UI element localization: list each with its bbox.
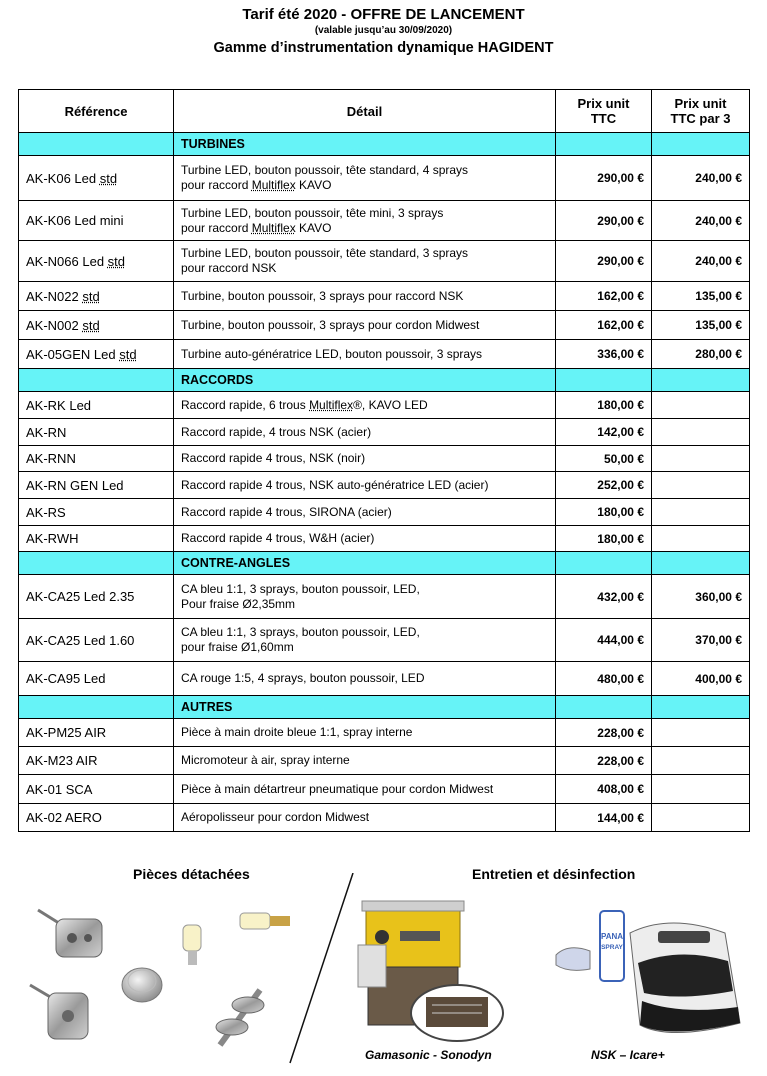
bulk-price-cell: 280,00 € — [652, 340, 750, 369]
detail-cell: Raccord rapide 4 trous, NSK (noir) — [174, 446, 556, 472]
ref-cell: AK-N022 std — [19, 282, 174, 311]
icare-device-image — [550, 903, 750, 1043]
ref-cell: AK-K06 Led std — [19, 156, 174, 201]
bulk-price-cell: 240,00 € — [652, 156, 750, 201]
table-row — [19, 311, 750, 340]
ref-cell: AK-M23 AIR — [19, 747, 174, 775]
bulk-price-cell: 240,00 € — [652, 201, 750, 241]
col-bulk-price-l2: TTC par 3 — [670, 111, 731, 126]
spray-label-2: SPRAY — [601, 944, 623, 951]
col-unit-price — [556, 90, 652, 133]
table-header-row — [19, 90, 750, 133]
unit-price-cell: 432,00 € — [556, 575, 652, 619]
detail-cell: Turbine LED, bouton poussoir, tête standard, 4 sprays pour raccord Multiflex KAVO — [174, 156, 556, 201]
caption-icare: NSK – Icare+ — [591, 1048, 665, 1062]
detail-cell: Aéropolisseur pour cordon Midwest — [174, 804, 556, 832]
bulk-price-cell: 400,00 € — [652, 662, 750, 696]
detail-cell: Turbine LED, bouton poussoir, tête mini, 3 sprays pour raccord Multiflex KAVO — [174, 201, 556, 241]
table-row — [19, 156, 750, 201]
detail-cell: Raccord rapide 4 trous, W&H (acier) — [174, 526, 556, 552]
detail-cell: CA rouge 1:5, 4 sprays, bouton poussoir, LED — [174, 662, 556, 696]
validity-note: (valable jusqu’au 30/09/2020) — [314, 25, 453, 36]
spare-parts-image — [20, 895, 320, 1065]
detail-cell: Raccord rapide, 6 trous Multiflex®, KAVO LED — [174, 392, 556, 419]
ref-cell: AK-N002 std — [19, 311, 174, 340]
unit-price-cell: 336,00 € — [556, 340, 652, 369]
bulk-price-cell — [652, 419, 750, 446]
unit-price-cell: 228,00 € — [556, 747, 652, 775]
detail-cell: Turbine LED, bouton poussoir, tête standard, 3 sprays pour raccord NSK — [174, 241, 556, 282]
table-row — [19, 619, 750, 662]
detail-cell: Raccord rapide 4 trous, SIRONA (acier) — [174, 499, 556, 526]
table-row — [19, 241, 750, 282]
table-row — [19, 662, 750, 696]
table-row — [19, 575, 750, 619]
section-row-raccords — [19, 369, 750, 392]
bulk-price-cell — [652, 804, 750, 832]
unit-price-cell: 50,00 € — [556, 446, 652, 472]
bulk-price-cell: 240,00 € — [652, 241, 750, 282]
ref-cell: AK-RN GEN Led — [19, 472, 174, 499]
col-detail: Détail — [174, 90, 556, 133]
ref-cell: AK-K06 Led mini — [19, 201, 174, 241]
detail-cell: Pièce à main détartreur pneumatique pour cordon Midwest — [174, 775, 556, 804]
bulk-price-cell — [652, 446, 750, 472]
bulk-price-cell — [652, 472, 750, 499]
section-title: TURBINES — [174, 133, 556, 156]
bulk-price-cell: 360,00 € — [652, 575, 750, 619]
detail-cell: Raccord rapide 4 trous, NSK auto-génératrice LED (acier) — [174, 472, 556, 499]
caption-gamasonic: Gamasonic - Sonodyn — [365, 1048, 492, 1062]
table-row — [19, 340, 750, 369]
col-unit-price-l1: Prix unit — [577, 96, 630, 111]
col-bulk-price — [652, 90, 750, 133]
spindle-icon — [216, 990, 264, 1045]
ref-cell: AK-N066 Led std — [19, 241, 174, 282]
table-row — [19, 446, 750, 472]
detail-cell: Pièce à main droite bleue 1:1, spray interne — [174, 719, 556, 747]
table-row — [19, 526, 750, 552]
ref-cell: AK-01 SCA — [19, 775, 174, 804]
document-title: Tarif été 2020 - OFFRE DE LANCEMENT — [242, 6, 525, 23]
bulk-price-cell — [652, 526, 750, 552]
section-title: RACCORDS — [174, 369, 556, 392]
detail-cell: Turbine, bouton poussoir, 3 sprays pour raccord NSK — [174, 282, 556, 311]
cap-disc-icon — [122, 968, 162, 1002]
col-unit-price-l2: TTC — [590, 111, 617, 126]
bulk-price-cell: 135,00 € — [652, 282, 750, 311]
document-subtitle: Gamme d’instrumentation dynamique HAGIDENT — [213, 40, 554, 56]
detail-cell: Turbine, bouton poussoir, 3 sprays pour cordon Midwest — [174, 311, 556, 340]
table-row — [19, 419, 750, 446]
ref-cell: AK-RN — [19, 419, 174, 446]
bulk-price-cell — [652, 392, 750, 419]
bulk-price-cell — [652, 747, 750, 775]
detail-cell: Raccord rapide, 4 trous NSK (acier) — [174, 419, 556, 446]
ref-cell: AK-RK Led — [19, 392, 174, 419]
turbine-head-icon — [38, 910, 102, 957]
turbine-rotor-icon — [30, 985, 88, 1039]
unit-price-cell: 162,00 € — [556, 311, 652, 340]
ref-cell: AK-05GEN Led std — [19, 340, 174, 369]
price-table — [18, 89, 750, 832]
gamasonic-device-image — [352, 897, 512, 1047]
detail-cell: Turbine auto-génératrice LED, bouton poussoir, 3 sprays — [174, 340, 556, 369]
ref-cell: AK-RNN — [19, 446, 174, 472]
bulk-price-cell — [652, 719, 750, 747]
col-reference: Référence — [19, 90, 174, 133]
detail-cell: CA bleu 1:1, 3 sprays, bouton poussoir, LED, pour fraise Ø1,60mm — [174, 619, 556, 662]
ref-cell: AK-RS — [19, 499, 174, 526]
ref-cell: AK-CA25 Led 1.60 — [19, 619, 174, 662]
table-row — [19, 775, 750, 804]
maintenance-title: Entretien et désinfection — [472, 866, 636, 882]
unit-price-cell: 290,00 € — [556, 201, 652, 241]
section-title: CONTRE-ANGLES — [174, 552, 556, 575]
ref-cell: AK-02 AERO — [19, 804, 174, 832]
ref-cell: AK-PM25 AIR — [19, 719, 174, 747]
unit-price-cell: 408,00 € — [556, 775, 652, 804]
section-row-autres — [19, 696, 750, 719]
table-row — [19, 719, 750, 747]
bulk-price-cell: 370,00 € — [652, 619, 750, 662]
unit-price-cell: 180,00 € — [556, 499, 652, 526]
unit-price-cell: 444,00 € — [556, 619, 652, 662]
unit-price-cell: 228,00 € — [556, 719, 652, 747]
spray-label-1: PANA — [600, 932, 624, 941]
table-row — [19, 392, 750, 419]
ref-cell: AK-CA95 Led — [19, 662, 174, 696]
unit-price-cell: 142,00 € — [556, 419, 652, 446]
led-bulb-icon — [183, 913, 290, 965]
unit-price-cell: 252,00 € — [556, 472, 652, 499]
bulk-price-cell — [652, 499, 750, 526]
section-row-turbines — [19, 133, 750, 156]
section-row-contre-angles — [19, 552, 750, 575]
table-row — [19, 747, 750, 775]
table-row — [19, 499, 750, 526]
unit-price-cell: 290,00 € — [556, 156, 652, 201]
unit-price-cell: 180,00 € — [556, 392, 652, 419]
table-row — [19, 282, 750, 311]
unit-price-cell: 290,00 € — [556, 241, 652, 282]
ref-cell: AK-CA25 Led 2.35 — [19, 575, 174, 619]
spare-parts-title: Pièces détachées — [133, 866, 250, 882]
table-row — [19, 472, 750, 499]
bulk-price-cell: 135,00 € — [652, 311, 750, 340]
detail-cell: CA bleu 1:1, 3 sprays, bouton poussoir, LED, Pour fraise Ø2,35mm — [174, 575, 556, 619]
unit-price-cell: 480,00 € — [556, 662, 652, 696]
table-row — [19, 201, 750, 241]
unit-price-cell: 162,00 € — [556, 282, 652, 311]
detail-cell: Micromoteur à air, spray interne — [174, 747, 556, 775]
unit-price-cell: 180,00 € — [556, 526, 652, 552]
bulk-price-cell — [652, 775, 750, 804]
table-row — [19, 804, 750, 832]
unit-price-cell: 144,00 € — [556, 804, 652, 832]
section-title: AUTRES — [174, 696, 556, 719]
col-bulk-price-l1: Prix unit — [674, 96, 727, 111]
ref-cell: AK-RWH — [19, 526, 174, 552]
